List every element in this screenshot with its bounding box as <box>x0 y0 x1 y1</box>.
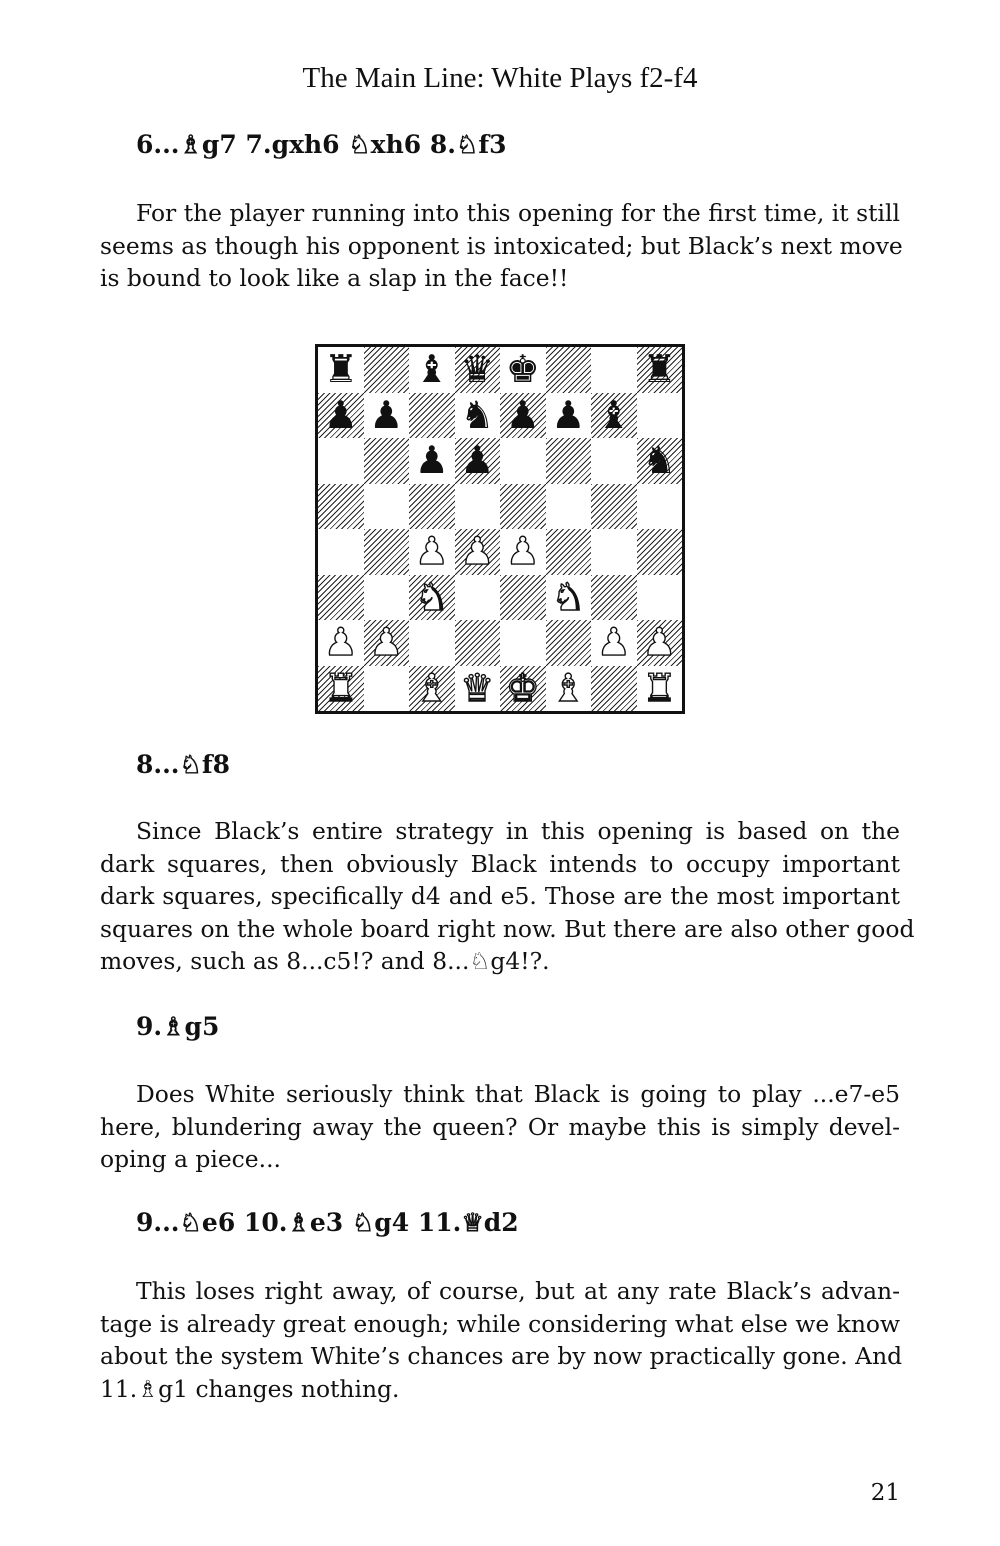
square-f7 <box>546 393 592 439</box>
running-head: The Main Line: White Plays f2-f4 <box>302 62 698 94</box>
text-line: Since Black’s entire strategy in this opening is based on the <box>136 817 900 845</box>
square-e8 <box>500 347 546 393</box>
black-pawn-icon: ♟ <box>323 392 358 437</box>
black-pawn-icon: ♟ <box>369 392 404 437</box>
square-e7 <box>500 393 546 439</box>
square-c3 <box>409 575 455 621</box>
white-rook-icon: ♜ <box>323 665 358 710</box>
white-queen-icon: ♛ <box>460 665 495 710</box>
black-rook-icon: ♜ <box>323 347 358 391</box>
square-f6 <box>546 438 592 484</box>
black-queen-icon: ♛ <box>460 347 495 391</box>
move-heading: 6...♗g7 7.gxh6 ♘xh6 8.♘f3 <box>136 130 507 159</box>
square-h8 <box>637 347 683 393</box>
square-a6 <box>318 438 364 484</box>
square-d2 <box>455 620 501 666</box>
square-b8 <box>364 347 410 393</box>
square-c6 <box>409 438 455 484</box>
square-h5 <box>637 484 683 530</box>
square-a8 <box>318 347 364 393</box>
text-line: is bound to look like a slap in the face!! <box>100 264 569 292</box>
square-g6 <box>591 438 637 484</box>
text-line: moves, such as 8...c5!? and 8...♘g4!?. <box>100 947 550 975</box>
square-d5 <box>455 484 501 530</box>
white-rook-icon: ♜ <box>642 665 677 710</box>
square-b7 <box>364 393 410 439</box>
square-f3 <box>546 575 592 621</box>
square-e6 <box>500 438 546 484</box>
text-line: For the player running into this opening for the first time, it still <box>136 199 900 227</box>
square-e1 <box>500 666 546 712</box>
text-line: 11.♗g1 changes nothing. <box>100 1374 400 1403</box>
white-pawn-icon: ♟ <box>596 620 631 664</box>
paragraph <box>100 1078 900 1176</box>
square-d8 <box>455 347 501 393</box>
white-bishop-icon: ♝ <box>414 665 449 710</box>
square-b1 <box>364 666 410 712</box>
square-d1 <box>455 666 501 712</box>
square-c1 <box>409 666 455 712</box>
paragraph <box>100 1275 903 1405</box>
text-line: This loses right away, of course, but at any rate Black’s advan- <box>136 1277 900 1305</box>
square-e3 <box>500 575 546 621</box>
square-f2 <box>546 620 592 666</box>
black-pawn-icon: ♟ <box>460 438 495 482</box>
black-pawn-icon: ♟ <box>551 392 586 437</box>
square-e5 <box>500 484 546 530</box>
square-a2 <box>318 620 364 666</box>
black-bishop-icon: ♝ <box>596 392 631 437</box>
white-pawn-icon: ♟ <box>642 620 677 664</box>
square-e2 <box>500 620 546 666</box>
black-rook-icon: ♜ <box>642 347 677 391</box>
square-c7 <box>409 393 455 439</box>
square-h2 <box>637 620 683 666</box>
square-b4 <box>364 529 410 575</box>
square-b6 <box>364 438 410 484</box>
square-f5 <box>546 484 592 530</box>
chess-diagram <box>315 344 685 714</box>
black-bishop-icon: ♝ <box>414 347 449 391</box>
white-knight-icon: ♞ <box>414 574 449 619</box>
text-line: tage is already great enough; while considering what else we know <box>100 1309 900 1338</box>
page-number: 21 <box>870 1480 900 1506</box>
square-c4 <box>409 529 455 575</box>
white-pawn-icon: ♟ <box>505 529 540 573</box>
square-c2 <box>409 620 455 666</box>
white-pawn-icon: ♟ <box>323 620 358 664</box>
white-king-icon: ♚ <box>505 665 540 710</box>
text-line: about the system White’s chances are by now practically gone. And <box>100 1342 903 1370</box>
black-king-icon: ♚ <box>505 347 540 391</box>
square-b2 <box>364 620 410 666</box>
move-heading: 9.♗g5 <box>136 1012 220 1041</box>
white-pawn-icon: ♟ <box>460 529 495 573</box>
square-a5 <box>318 484 364 530</box>
black-knight-icon: ♞ <box>642 438 677 482</box>
square-d4 <box>455 529 501 575</box>
square-g7 <box>591 393 637 439</box>
paragraph <box>100 815 915 978</box>
square-d6 <box>455 438 501 484</box>
black-pawn-icon: ♟ <box>414 438 449 482</box>
text-line: here, blundering away the queen? Or maybe this is simply devel- <box>100 1112 900 1141</box>
text-line: seems as though his opponent is intoxicated; but Black’s next move <box>100 231 903 260</box>
square-d3 <box>455 575 501 621</box>
white-pawn-icon: ♟ <box>369 620 404 664</box>
square-g5 <box>591 484 637 530</box>
text-line: dark squares, specifically d4 and e5. Those are the most important <box>100 882 900 910</box>
square-g4 <box>591 529 637 575</box>
move-heading: 8...♘f8 <box>136 750 231 779</box>
square-c8 <box>409 347 455 393</box>
square-f1 <box>546 666 592 712</box>
square-h7 <box>637 393 683 439</box>
move-heading: 9...♘e6 10.♗e3 ♘g4 11.♕d2 <box>136 1208 519 1237</box>
square-a4 <box>318 529 364 575</box>
black-pawn-icon: ♟ <box>505 392 540 437</box>
square-g1 <box>591 666 637 712</box>
text-line: Does White seriously think that Black is going to play ...e7-e5 <box>136 1080 900 1108</box>
square-c5 <box>409 484 455 530</box>
square-h4 <box>637 529 683 575</box>
paragraph <box>100 197 903 295</box>
text-line: oping a piece... <box>100 1145 281 1173</box>
square-h6 <box>637 438 683 484</box>
square-g2 <box>591 620 637 666</box>
square-h3 <box>637 575 683 621</box>
square-g3 <box>591 575 637 621</box>
square-g8 <box>591 347 637 393</box>
square-a1 <box>318 666 364 712</box>
square-d7 <box>455 393 501 439</box>
square-f4 <box>546 529 592 575</box>
square-e4 <box>500 529 546 575</box>
text-line: squares on the whole board right now. But there are also other good <box>100 914 915 943</box>
square-b3 <box>364 575 410 621</box>
square-f8 <box>546 347 592 393</box>
square-b5 <box>364 484 410 530</box>
black-knight-icon: ♞ <box>460 392 495 437</box>
square-h1 <box>637 666 683 712</box>
text-line: dark squares, then obviously Black intends to occupy important <box>100 849 900 878</box>
square-a7 <box>318 393 364 439</box>
square-a3 <box>318 575 364 621</box>
white-bishop-icon: ♝ <box>551 665 586 710</box>
white-pawn-icon: ♟ <box>414 529 449 573</box>
white-knight-icon: ♞ <box>551 574 586 619</box>
